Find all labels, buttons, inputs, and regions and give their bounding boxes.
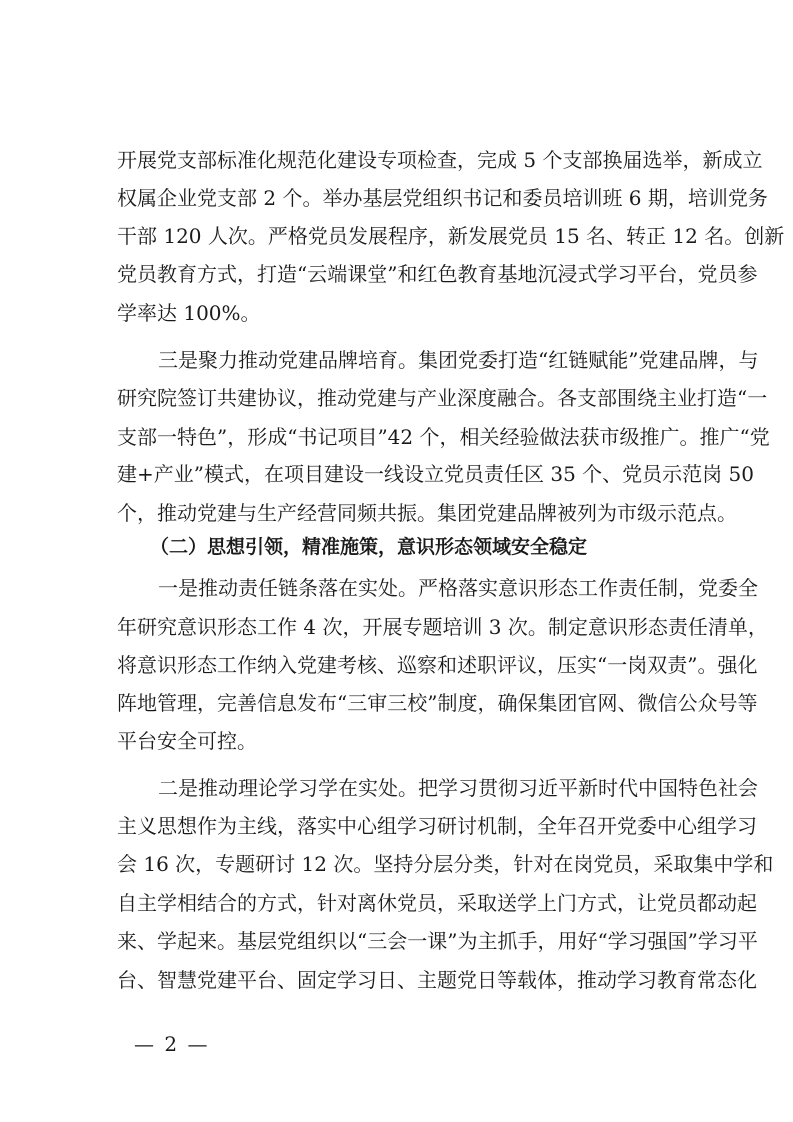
page-number: — 2 — <box>134 1032 210 1056</box>
document-page: 开展党支部标准化规范化建设专项检查，完成 5 个支部换届选举，新成立 权属企业党支部 2 个。举办基层党组织书记和委员培训班 6 期，培训党务 干部 120 人次。严格党员发展程序，新发展党员 15 名、转正 12 名。创新 党员教育方式，打造“云端课堂”和红色教育基地沉浸式学习平台，党员参 学率达 100%。 三是聚力推动党建品牌培育。集团党委打造“红链赋能”党建品牌，与 研究院签订共建协议，推动党建与产业深度融合。各支部围绕主业打造“一 支部一特色”，形成“书记项目”42 个，相关经验做法获市级推广。推广“党 建+产业”模式，在项目建设一线设立党员责任区 35 个、党员示范岗 50 个，推动党建与生产经营同频共振。集团党建品牌被列为市级示范点。 （二）思想引领，精准施策，意识形态领域安全稳定 一是推动责任链条落在实处。严格落实意识形态工作责任制，党委全 年研究意识形态工作 4 次，开展专题培训 3 次。制定意识形态责任清单， 将意识形态工作纳入党建考核、巡察和述职评议，压实“一岗双责”。强化 阵地管理，完善信息发布“三审三校”制度，确保集团官网、微信公众号等 平台安全可控。 二是推动理论学习学在实处。把学习贯彻习近平新时代中国特色社会 主义思想作为主线，落实中心组学习研讨机制，全年召开党委中心组学习 会 16 次，专题研讨 12 次。坚持分层分类，针对在岗党员，采取集中学和 自主学相结合的方式，针对离休党员，采取送学上门方式，让党员都动起 来、学起来。基层党组织以“三会一课”为主抓手，用好“学习强国”学习平 台、智慧党建平台、固定学习日、主题党日等载体，推动学习教育常态化 <box>117 148 785 992</box>
